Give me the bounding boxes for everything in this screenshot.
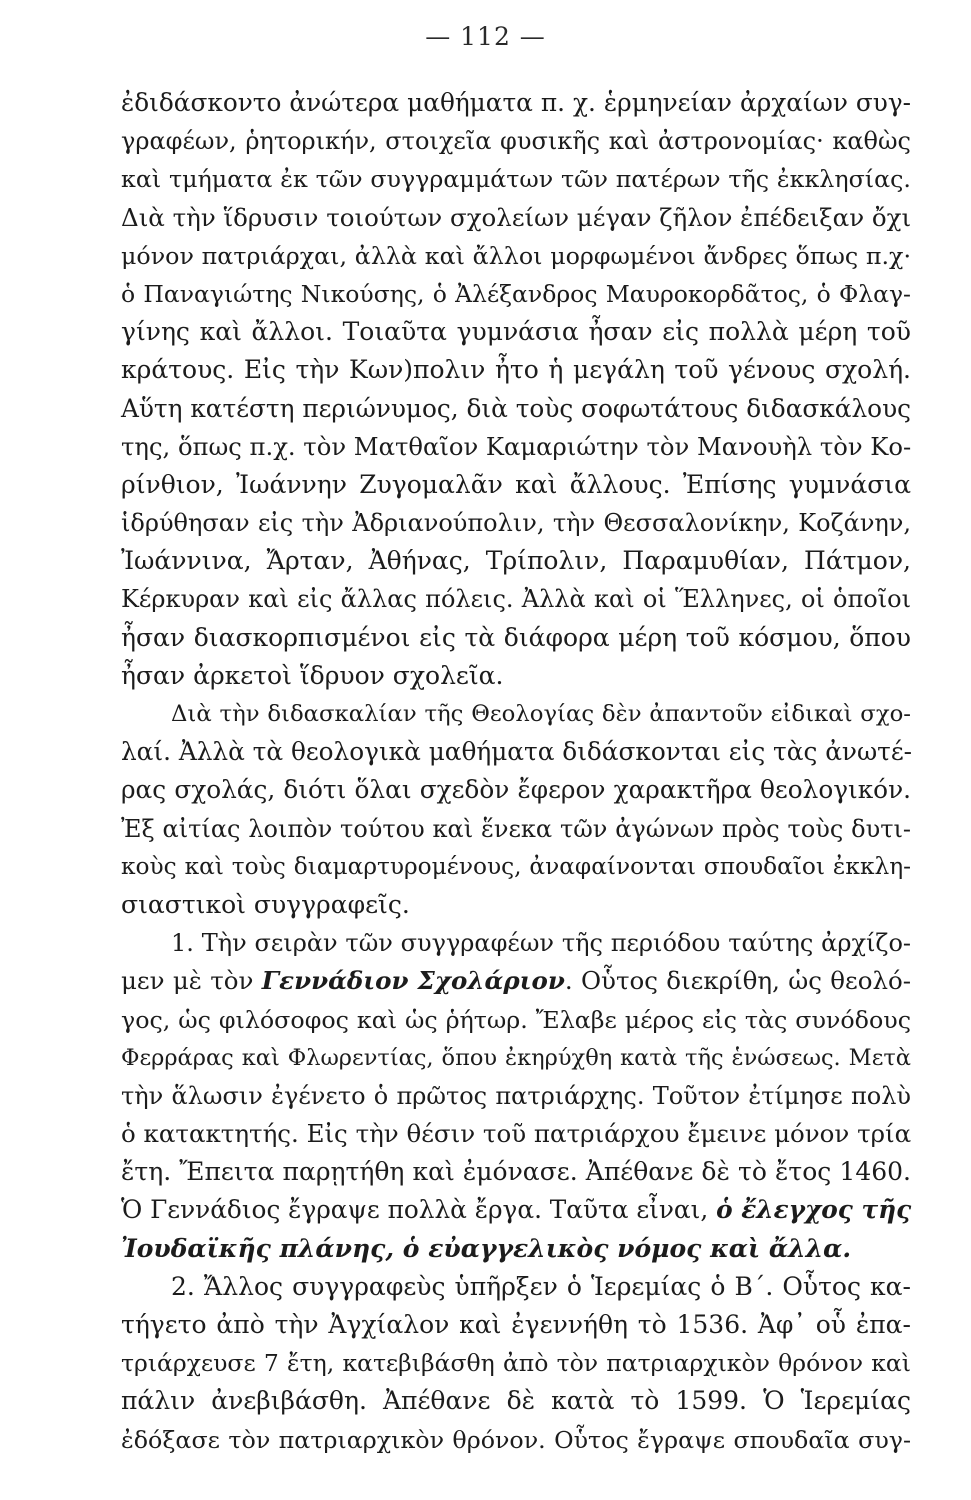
text-line xyxy=(121,1382,911,1420)
line-text: Διὰ τὴν ἵδρυσιν τοιούτων σχολείων μέγαν ζῆλον ἐπέδειξαν ὄχι xyxy=(121,202,912,232)
line-text: ἦσαν ἀρκετοὶ ἵδρυον σχολεῖα. xyxy=(121,660,504,690)
text-line xyxy=(121,886,911,924)
text-line xyxy=(121,1421,911,1459)
line-text: Ὁ Γεννάδιος ἔγραψε πολλὰ ἔργα. Ταῦτα εἶναι, xyxy=(121,1195,717,1225)
line-text: τήγετο ἀπὸ τὴν Ἀγχίαλον καὶ ἐγεννήθη τὸ 1536. Ἀφ᾿ οὗ ἐπα- xyxy=(121,1310,911,1339)
line-text: ὁ κατακτητής. Εἰς τὴν θέσιν τοῦ πατριάρχου ἔμεινε μόνον τρία xyxy=(121,1119,912,1149)
line-text: Φερράρας καὶ Φλωρεντίας, ὅπου ἐκηρύχθη κατὰ τῆς ἑνώσεως. Μετὰ xyxy=(121,1044,911,1071)
text-line xyxy=(121,428,911,466)
line-text: Διὰ τὴν διδασκαλίαν τῆς Θεολογίας δὲν ἀπαντοῦν εἰδικαὶ σχο- xyxy=(171,701,911,727)
emphasis-text: Γεννάδιον Σχολάριον xyxy=(261,966,565,996)
text-line xyxy=(121,962,911,1000)
text-line xyxy=(121,160,911,198)
text-line xyxy=(121,1191,911,1229)
line-text: μεν μὲ τὸν xyxy=(121,966,262,996)
text-line xyxy=(121,237,911,275)
line-text: ἱδρύθησαν εἰς τὴν Ἀδριανούπολιν, τὴν Θεσσαλονίκην, Κοζάνην, xyxy=(121,509,911,538)
line-text: ἐδιδάσκοντο ἀνώτερα μαθήματα π. χ. ἑρμηνείαν ἀρχαίων συγ- xyxy=(121,88,911,117)
text-line xyxy=(121,619,911,657)
line-text: ἦσαν διασκορπισμένοι εἰς τὰ διάφορα μέρη τοῦ κόσμου, ὅπου xyxy=(121,622,911,652)
line-text: της, ὅπως π.χ. τὸν Ματθαῖον Καμαριώτην τὸν Μανουὴλ τὸν Κο- xyxy=(121,431,912,461)
line-text: ρας σχολάς, διότι ὅλαι σχεδὸν ἔφερον χαρακτῆρα θεολογικόν. xyxy=(121,775,911,805)
line-text: πάλιν ἀνεβιβάσθη. Ἀπέθανε δὲ κατὰ τὸ 1599. Ὁ Ἱερεμίας xyxy=(121,1386,911,1416)
line-text: Κέρκυραν καὶ εἰς ἄλλας πόλεις. Ἀλλὰ καὶ οἱ Ἕλληνες, οἱ ὁποῖοι xyxy=(121,585,911,614)
line-text: λαί. Ἀλλὰ τὰ θεολογικὰ μαθήματα διδάσκονται εἰς τὰς ἀνωτέ- xyxy=(121,737,913,767)
text-line xyxy=(121,1153,911,1191)
line-text: Ἐξ αἰτίας λοιπὸν τούτου καὶ ἕνεκα τῶν ἀγώνων πρὸς τοὺς δυτι- xyxy=(121,814,911,843)
line-text: τριάρχευσε 7 ἔτη, κατεβιβάσθη ἀπὸ τὸν πατριαρχικὸν θρόνον καὶ xyxy=(121,1349,911,1378)
body-text xyxy=(121,84,911,1459)
text-line xyxy=(121,1230,911,1268)
text-line xyxy=(121,1077,911,1115)
text-line xyxy=(121,466,911,504)
line-text: γος, ὡς φιλόσοφος καὶ ὡς ῥήτωρ. Ἔλαβε μέρος εἰς τὰς συνόδους xyxy=(121,1005,911,1034)
text-line xyxy=(121,771,911,809)
emphasis-text: ὁ ἔλεγχος τῆς xyxy=(716,1195,912,1225)
text-line xyxy=(121,657,911,695)
text-line xyxy=(121,504,911,542)
text-line xyxy=(121,1039,911,1077)
text-line xyxy=(121,84,911,122)
line-text: Αὕτη κατέστη περιώνυμος, διὰ τοὺς σοφωτάτους διδασκάλους xyxy=(121,393,911,423)
text-line xyxy=(121,390,911,428)
text-line xyxy=(121,1001,911,1039)
line-text: 2. Ἄλλος συγγραφεὺς ὑπῆρξεν ὁ Ἱερεμίας ὁ Β΄. Οὗτος κα- xyxy=(171,1271,911,1301)
text-line xyxy=(121,1306,911,1344)
text-line xyxy=(121,1344,911,1382)
text-line xyxy=(121,1115,911,1153)
text-line xyxy=(121,199,911,237)
line-text: τὴν ἅλωσιν ἐγένετο ὁ πρῶτος πατριάρχης. Τοῦτον ἐτίμησε πολὺ xyxy=(121,1081,911,1110)
text-line xyxy=(121,810,911,848)
text-line xyxy=(121,313,911,351)
text-line xyxy=(121,924,911,962)
line-text: ἐδόξασε τὸν πατριαρχικὸν θρόνον. Οὗτος ἔγραψε σπουδαῖα συγ- xyxy=(121,1425,911,1454)
emphasis-text: Ἰουδαϊκῆς πλάνης, ὁ εὐαγγελικὸς νόμος καὶ ἄλλα. xyxy=(121,1233,852,1263)
line-text: σιαστικοὶ συγγραφεῖς. xyxy=(121,889,410,919)
line-text: καὶ τμήματα ἐκ τῶν συγγραμμάτων τῶν πατέρων τῆς ἐκκλησίας. xyxy=(121,165,911,194)
line-text: ὁ Παναγιώτης Νικούσης, ὁ Ἀλέξανδρος Μαυροκορδᾶτος, ὁ Φλαγ- xyxy=(121,279,911,308)
line-text: κοὺς καὶ τοὺς διαμαρτυρομένους, ἀναφαίνονται σπουδαῖοι ἐκκλη- xyxy=(121,852,911,880)
text-line xyxy=(121,122,911,160)
line-text: μόνον πατριάρχαι, ἀλλὰ καὶ ἄλλοι μορφωμένοι ἄνδρες ὅπως π.χ· xyxy=(121,241,911,270)
line-text: ρίνθιον, Ἰωάννην Ζυγομαλᾶν καὶ ἄλλους. Ἐπίσης γυμνάσια xyxy=(121,469,911,499)
line-text: κράτους. Εἰς τὴν Κων)πολιν ἦτο ἡ μεγάλη τοῦ γένους σχολή. xyxy=(121,355,911,385)
text-line xyxy=(121,351,911,389)
text-line xyxy=(121,733,911,771)
text-line xyxy=(121,542,911,580)
line-text: ἔτη. Ἔπειτα παρῃτήθη καὶ ἐμόνασε. Ἀπέθανε δὲ τὸ ἔτος 1460. xyxy=(121,1157,911,1187)
text-line xyxy=(121,695,911,733)
line-text: Ἰωάννινα, Ἄρταν, Ἀθήνας, Τρίπολιν, Παραμυθίαν, Πάτμον, xyxy=(121,546,911,576)
text-line xyxy=(121,275,911,313)
text-line xyxy=(121,848,911,886)
line-text: 1. Τὴν σειρὰν τῶν συγγραφέων τῆς περιόδου ταύτης ἀρχίζο- xyxy=(171,929,911,958)
text-line xyxy=(121,580,911,618)
line-text: . Οὗτος διεκρίθη, ὡς θεολό- xyxy=(564,966,912,996)
text-line xyxy=(121,1268,911,1306)
line-text: γίνης καὶ ἄλλοι. Τοιαῦτα γυμνάσια ἦσαν εἰς πολλὰ μέρη τοῦ xyxy=(121,317,911,347)
page-number: — 112 — xyxy=(425,22,546,51)
line-text: γραφέων, ῥητορικήν, στοιχεῖα φυσικῆς καὶ ἀστρονομίας· καθὼς xyxy=(121,127,911,156)
